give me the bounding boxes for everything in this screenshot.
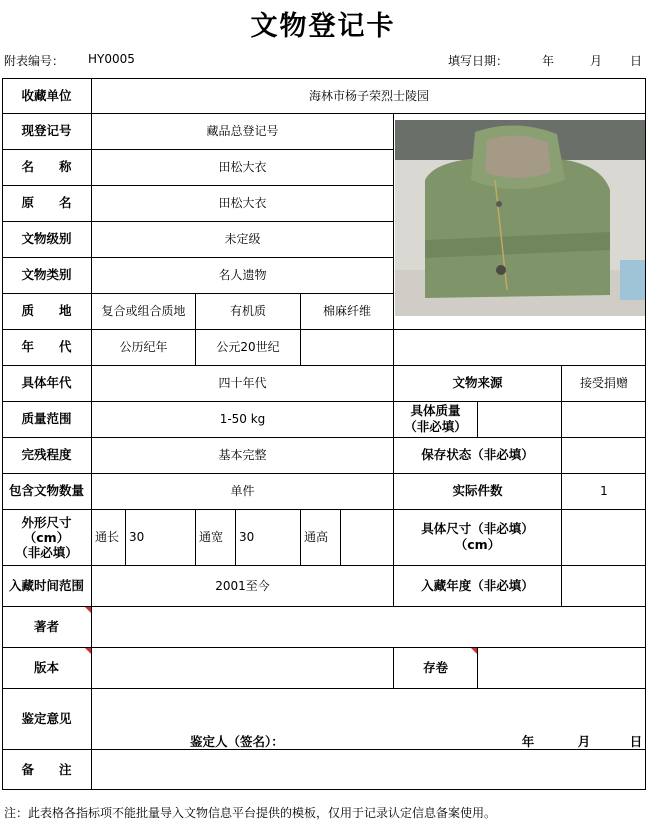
date-month: 月 [590,54,603,68]
source-label: 文物来源 [452,375,503,390]
length-value[interactable]: 30 [129,530,145,544]
width-value[interactable]: 30 [239,530,255,544]
page-title: 文物登记卡 [250,11,396,42]
width-label: 通宽 [199,530,224,544]
volume-input[interactable] [478,647,646,688]
material-value-3[interactable]: 棉麻纤维 [322,304,371,318]
reg-no-value[interactable]: 藏品总登记号 [206,124,279,138]
volume-label: 存卷 [422,659,448,675]
specific-size-label: 具体尺寸（非必填） （cm） [421,521,534,552]
remarks-label: 备 注 [21,761,72,777]
reg-no-label: 现登记号 [21,123,72,138]
material-value-1[interactable]: 复合或组合质地 [101,304,186,318]
remarks-input[interactable] [92,749,646,790]
specific-mass-label: 具体质量 （非必填） [404,403,467,434]
category-value[interactable]: 名人遗物 [218,268,267,282]
height-value[interactable] [341,509,393,565]
appraisal-month: 月 [577,734,591,749]
appraiser-signature-label: 鉴定人（签名）： [190,734,284,749]
specific-era-value[interactable]: 四十年代 [218,376,267,390]
appraisal-day: 日 [629,734,643,749]
length-label: 通长 [95,530,120,544]
era-label: 年 代 [21,339,72,354]
green-coat-photo-icon [395,120,645,316]
orig-name-value[interactable]: 田松大衣 [218,196,267,210]
appraisal-input[interactable] [92,688,646,749]
edition-label: 版本 [33,659,59,675]
date-year: 年 [542,54,555,68]
count-label: 包含文物数量 [8,483,84,498]
category-label: 文物类别 [21,267,72,282]
mass-range-label: 质量范围 [21,411,72,426]
mass-range-value[interactable]: 1-50 kg [219,412,266,426]
actual-count-value[interactable]: 1 [600,484,608,498]
size-label: 外形尺寸 （cm） （非必填） [15,514,78,560]
specific-era-label: 具体年代 [21,375,72,390]
date-day: 日 [630,54,643,68]
artifact-photo [395,120,645,316]
entry-time-value[interactable]: 2001至今 [215,578,270,593]
date-label: 填写日期： [448,54,509,68]
footnote: 注：此表格各指标项不能批量导入文物信息平台提供的模板，仅用于记录认定信息备案使用。 [4,806,497,820]
edition-input[interactable] [92,647,393,688]
entry-year-input[interactable] [562,565,646,606]
source-value[interactable]: 接受捐赠 [579,376,628,390]
height-label: 通高 [304,530,329,544]
entry-time-label: 入藏时间范围 [8,577,84,593]
count-value[interactable]: 单件 [230,484,255,498]
completeness-value[interactable]: 基本完整 [218,448,267,462]
author-label: 著者 [33,618,59,634]
level-label: 文物级别 [21,231,72,246]
orig-name-label: 原 名 [21,195,72,210]
appendix-value: HY0005 [88,52,135,66]
appraisal-label: 鉴定意见 [21,710,72,726]
level-value[interactable]: 未定级 [224,232,261,246]
entry-year-label: 入藏年度（非必填） [421,577,534,593]
material-value-2[interactable]: 有机质 [229,304,266,318]
era-value-2[interactable]: 公元20世纪 [216,340,280,354]
author-input[interactable] [92,606,646,647]
preserve-input[interactable] [562,437,646,473]
collection-unit-label: 收藏单位 [21,87,72,103]
specific-size-input[interactable] [562,509,646,565]
preserve-label: 保存状态（非必填） [421,447,534,462]
material-label: 质 地 [21,303,72,318]
name-value[interactable]: 田松大衣 [218,160,267,174]
name-label: 名 称 [21,159,72,174]
specific-mass-input[interactable] [478,401,561,437]
appraisal-year: 年 [521,734,535,749]
appendix-label: 附表编号： [4,54,65,68]
actual-count-label: 实际件数 [452,483,503,498]
specific-mass-unit[interactable] [562,401,646,437]
era-value-1[interactable]: 公历纪年 [119,340,168,354]
completeness-label: 完残程度 [21,447,72,462]
collection-unit-value[interactable]: 海林市杨子荣烈士陵园 [308,88,429,103]
